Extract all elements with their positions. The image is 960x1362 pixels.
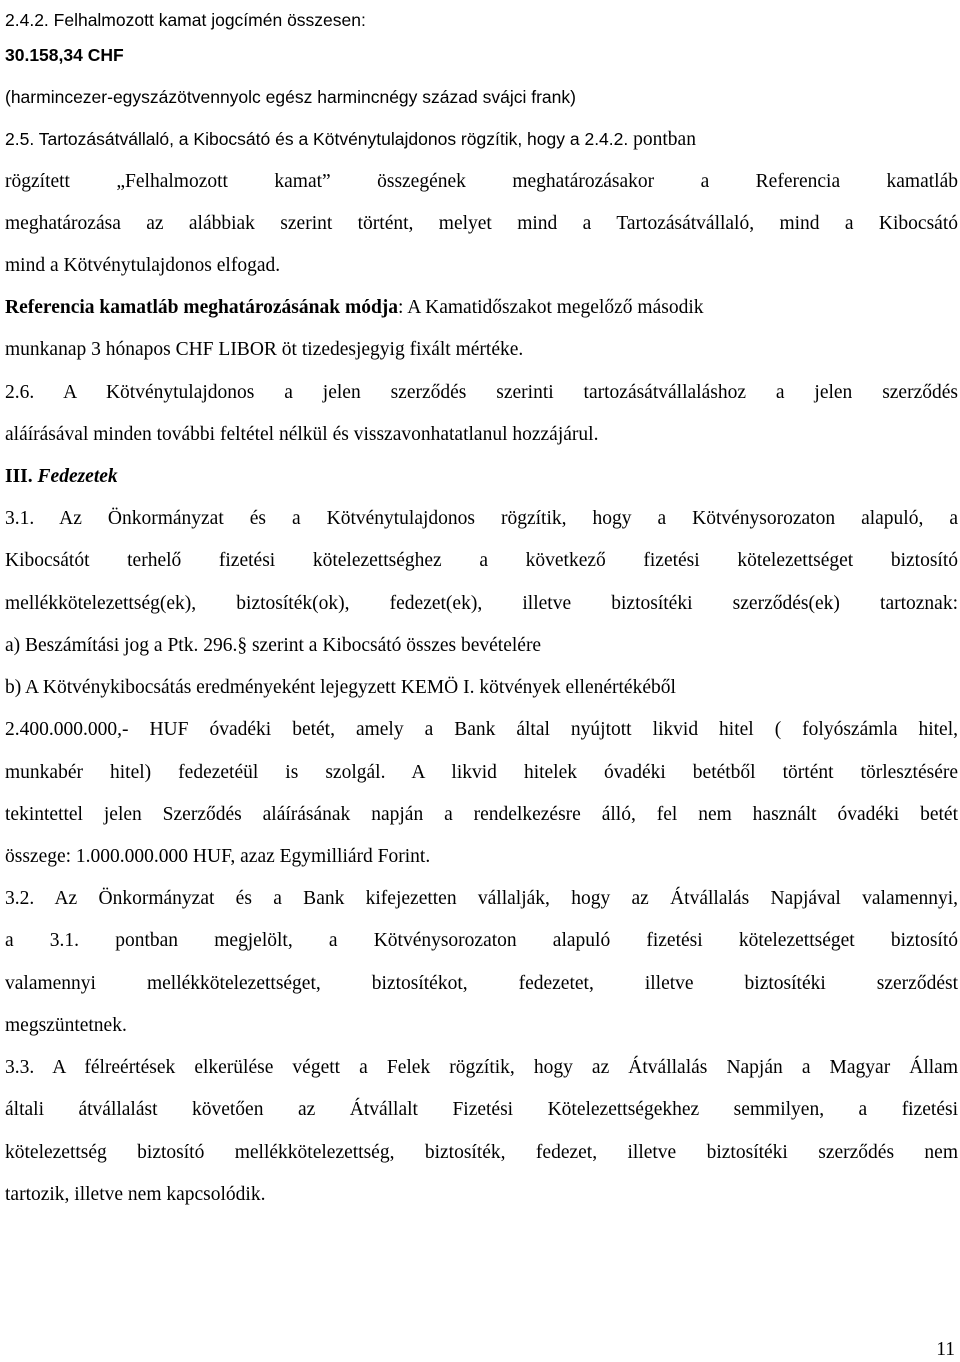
paragraph-3-2-line-3: valamennyi mellékkötelezettséget, biztosítékot, fedezetet, illetve biztosítéki szerződést [5,973,958,994]
paragraph-3-1-line-1: 3.1. Az Önkormányzat és a Kötvénytulajdonos rögzítik, hogy a Kötvénysorozaton alapuló, a [5,508,958,529]
paragraph-2-5-line-1: 2.5. Tartozásátvállaló, a Kibocsátó és a Kötvénytulajdonos rögzítik, hogy a 2.4.2. pontban [5,129,696,150]
paragraph-3-2-line-1: 3.2. Az Önkormányzat és a Bank kifejezetten vállalják, hogy az Átvállalás Napjával valamennyi, [5,888,958,909]
item-a: a) Beszámítási jog a Ptk. 296.§ szerint a Kibocsátó összes bevételére [5,635,542,656]
paragraph-2-5-line-3: meghatározása az alábbiak szerint történt, melyet mind a Tartozásátvállaló, mind a Kibocsátó [5,213,958,234]
paragraph-3-2-line-4: megszüntetnek. [5,1015,127,1036]
interest-amount: 30.158,34 CHF [5,45,124,65]
item-b-line-2: 2.400.000.000,- HUF óvadéki betét, amely a Bank által nyújtott likvid hitel ( folyószámla hitel, [5,719,958,740]
paragraph-2-5-line-2: rögzített „Felhalmozott kamat” összegének meghatározásakor a Referencia kamatláb [5,171,958,192]
item-b-line-4: tekintettel jelen Szerződés aláírásának napján a rendelkezésre álló, fel nem használt óvadéki betét [5,804,958,825]
paragraph-2-6-line-1: 2.6. A Kötvénytulajdonos a jelen szerződés szerinti tartozásátvállaláshoz a jelen szerződés [5,382,958,403]
item-b-line-5: összege: 1.000.000.000 HUF, azaz Egymilliárd Forint. [5,846,431,867]
paragraph-3-3-line-4: tartozik, illetve nem kapcsolódik. [5,1184,266,1205]
paragraph-3-3-line-3: kötelezettség biztosító mellékkötelezettség, biztosíték, fedezet, illetve biztosítéki szerződés nem [5,1142,958,1163]
item-b: b) A Kötvénykibocsátás eredményeként lejegyzett KEMÖ I. kötvények ellenértékéből [5,677,676,698]
item-b-line-3: munkabér hitel) fedezetéül is szolgál. A likvid hitelek óvadéki betétből történt törlesztésére [5,762,958,783]
paragraph-3-1-line-2: Kibocsátót terhelő fizetési kötelezettséghez a következő fizetési kötelezettséget biztosító [5,550,958,571]
paragraph-3-2-line-2: a 3.1. pontban megjelölt, a Kötvénysorozaton alapuló fizetési kötelezettséget biztosító [5,930,958,951]
paragraph-2-5-line-4: mind a Kötvénytulajdonos elfogad. [5,255,281,276]
reference-rate-line-2: munkanap 3 hónapos CHF LIBOR öt tizedesjegyig fixált mértéke. [5,339,524,360]
section-iii-heading: III. Fedezetek [5,466,118,487]
paragraph-3-3-line-1: 3.3. A félreértések elkerülése végett a Felek rögzítik, hogy az Átvállalás Napján a Magyar Állam [5,1057,958,1078]
section-2-4-2-heading: 2.4.2. Felhalmozott kamat jogcímén összesen: [5,10,366,30]
reference-rate-line-1: Referencia kamatláb meghatározásának módja: A Kamatidőszakot megelőző második [5,297,704,318]
interest-amount-in-words: (harmincezer-egyszázötvennyolc egész harmincnégy század svájci frank) [5,87,576,107]
paragraph-3-3-line-2: általi átvállalást követően az Átvállalt Fizetési Kötelezettségekhez semmilyen, a fizetési [5,1099,958,1120]
paragraph-3-1-line-3: mellékkötelezettség(ek), biztosíték(ok), fedezet(ek), illetve biztosítéki szerződés(ek) tartoznak: [5,593,958,614]
paragraph-2-6-line-2: aláírásával minden további feltétel nélkül és visszavonhatatlanul hozzájárul. [5,424,599,445]
section-iii-title: Fedezetek [37,466,118,487]
reference-rate-label: Referencia kamatláb meghatározásának módja [5,297,399,318]
page-number: 11 [936,1339,955,1360]
